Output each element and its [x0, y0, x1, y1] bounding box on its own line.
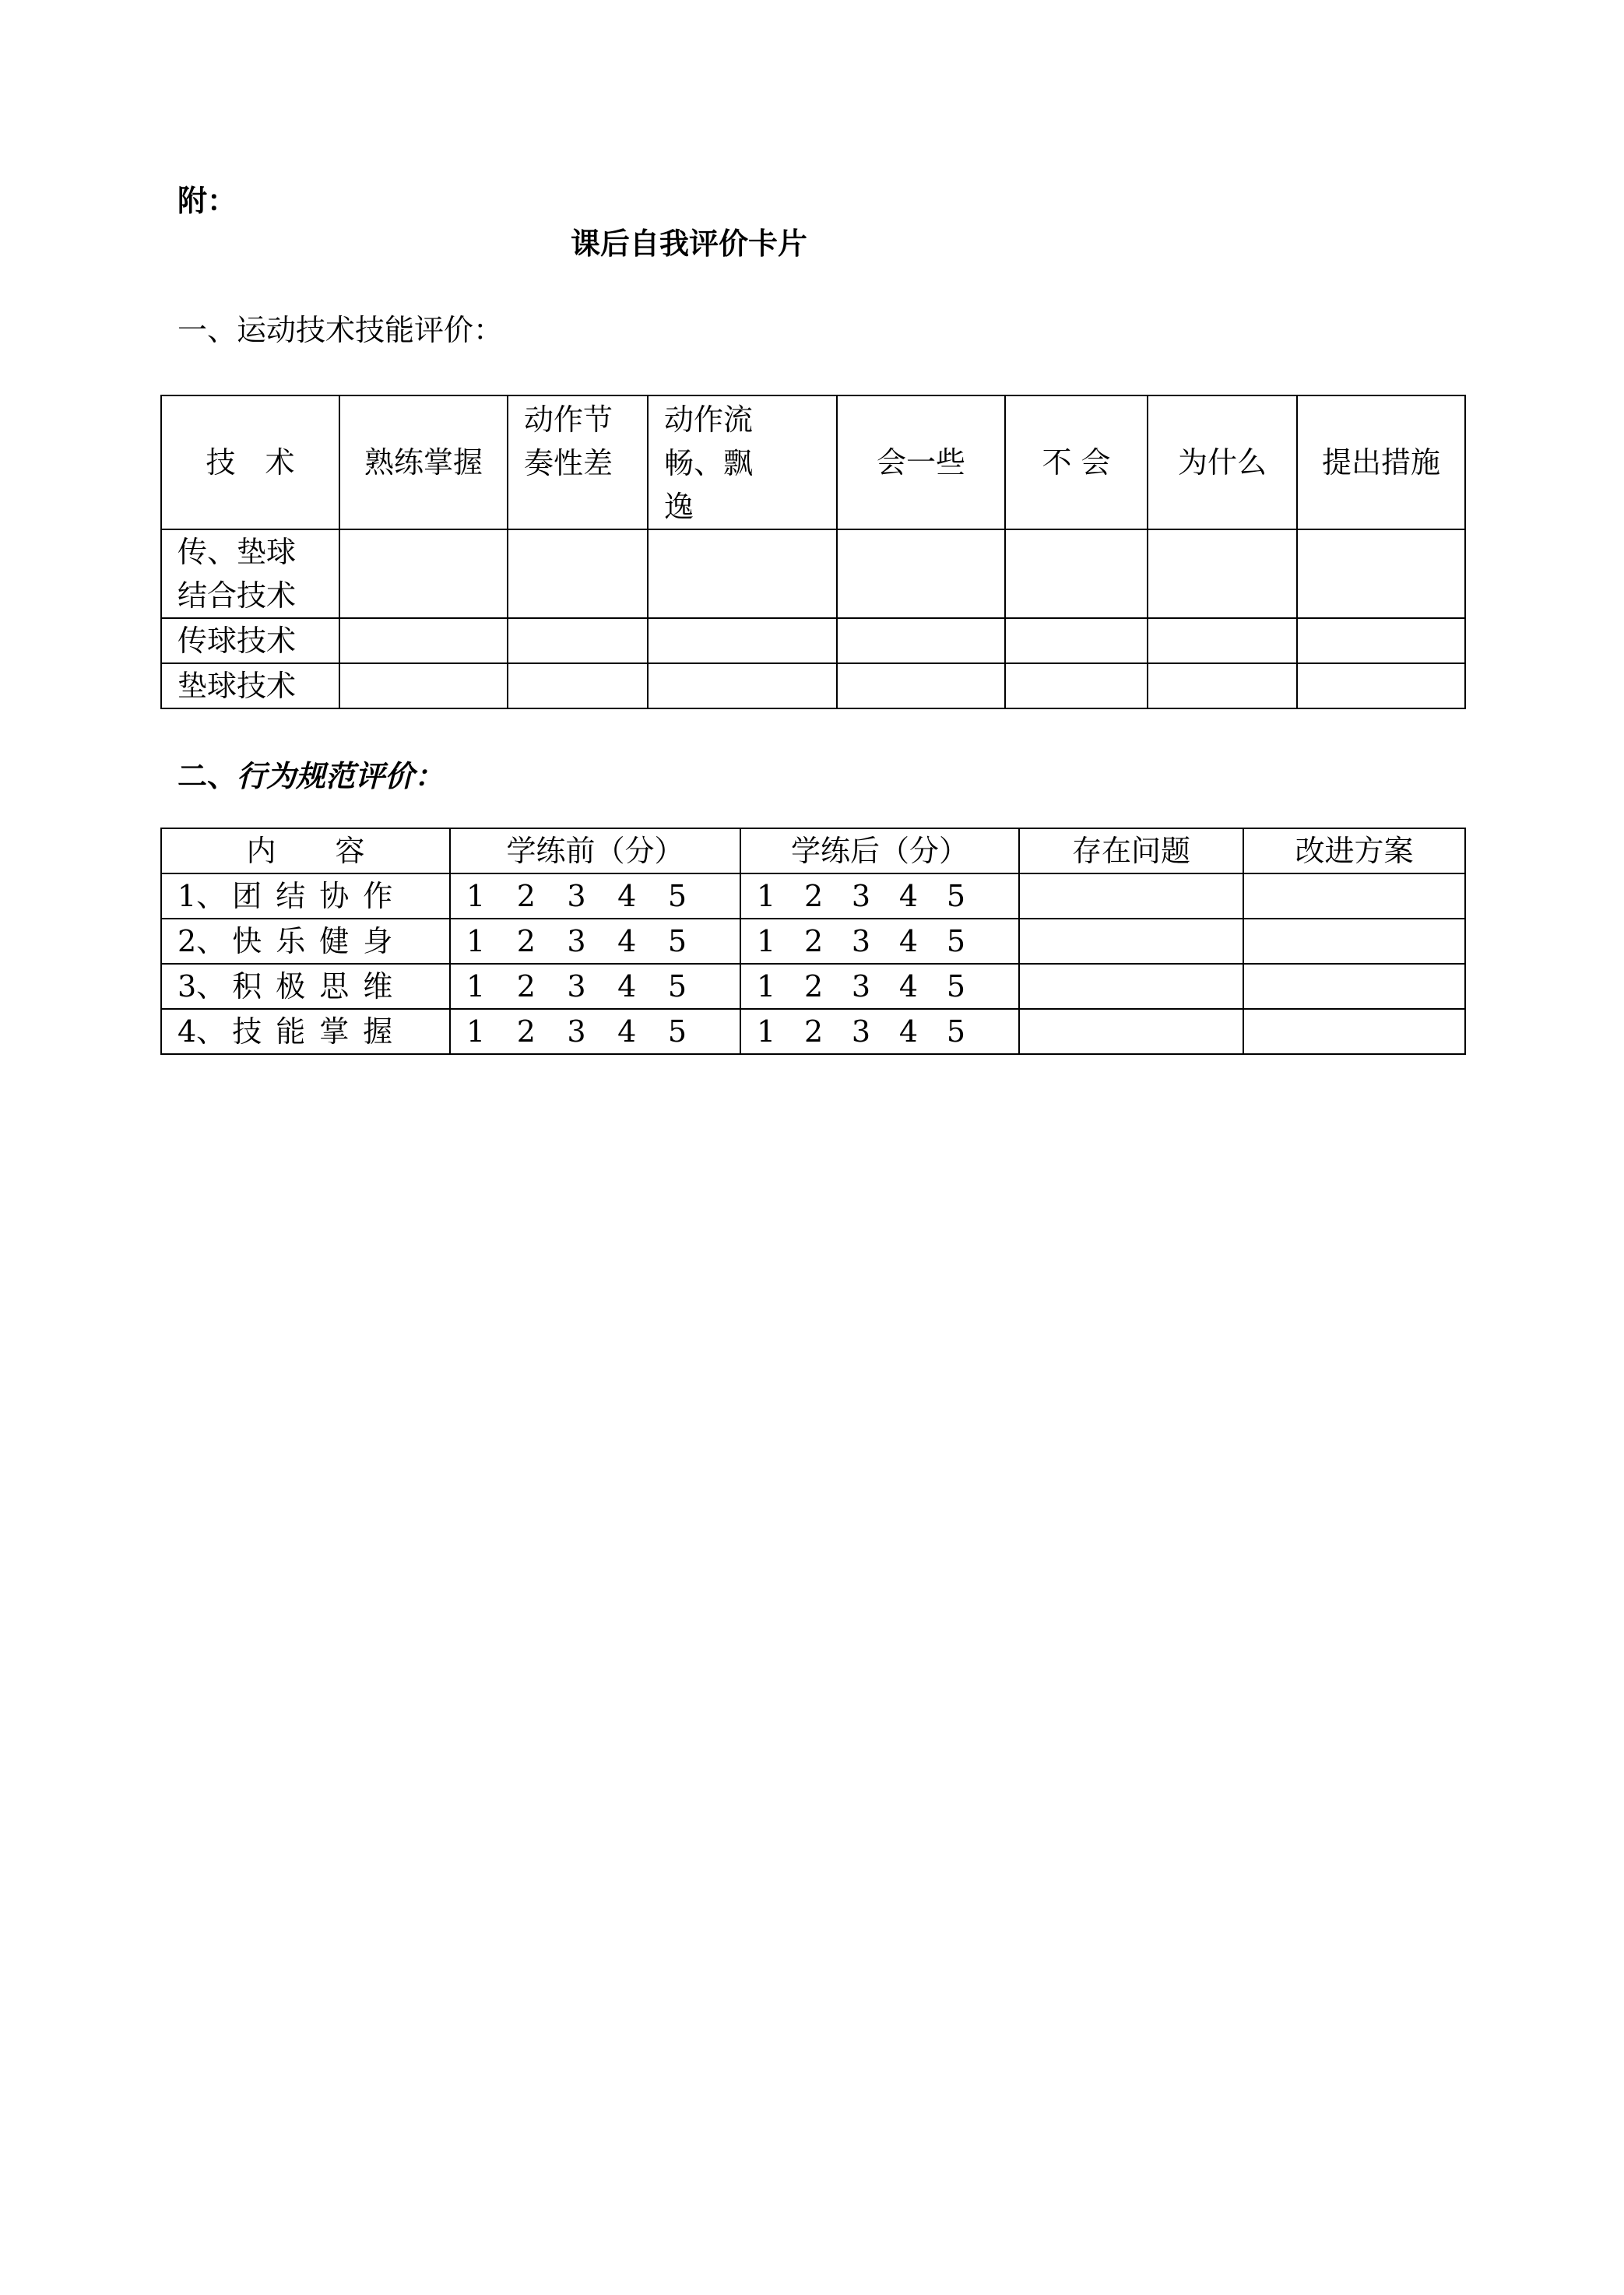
empty-cell[interactable]: [837, 618, 1005, 663]
score-before[interactable]: 1 2 3 4 5: [450, 873, 740, 919]
header-proficient: 熟练掌握: [339, 395, 508, 529]
score-before[interactable]: 1 2 3 4 5: [450, 1009, 740, 1054]
behavior-evaluation-table: [160, 828, 1466, 1055]
table-row: [161, 873, 1465, 919]
table2-header-row: [161, 828, 1465, 873]
header-problems: 存在问题: [1019, 828, 1243, 873]
row-item: 3、 积极思维: [161, 964, 450, 1009]
header-after: 学练后（分）: [740, 828, 1019, 873]
row-label: 传球技术: [161, 618, 339, 663]
empty-cell[interactable]: [1243, 964, 1465, 1009]
empty-cell[interactable]: [1297, 663, 1465, 708]
empty-cell[interactable]: [648, 529, 837, 618]
header-why: 为什么: [1148, 395, 1297, 529]
empty-cell[interactable]: [1297, 529, 1465, 618]
row-item: 4、 技能掌握: [161, 1009, 450, 1054]
empty-cell[interactable]: [1019, 873, 1243, 919]
empty-cell[interactable]: [1297, 618, 1465, 663]
header-some: 会一些: [837, 395, 1005, 529]
empty-cell[interactable]: [1019, 964, 1243, 1009]
header-rhythm-poor: 动作节 奏性差: [508, 395, 648, 529]
empty-cell[interactable]: [1019, 919, 1243, 964]
empty-cell[interactable]: [1243, 1009, 1465, 1054]
empty-cell[interactable]: [339, 618, 508, 663]
header-before: 学练前（分）: [450, 828, 740, 873]
empty-cell[interactable]: [339, 529, 508, 618]
empty-cell[interactable]: [648, 663, 837, 708]
empty-cell[interactable]: [1019, 1009, 1243, 1054]
header-technique: 技 术: [161, 395, 339, 529]
table-row: [161, 529, 1465, 618]
empty-cell[interactable]: [508, 618, 648, 663]
row-item: 2、 快乐健身: [161, 919, 450, 964]
table-row: [161, 618, 1465, 663]
header-content: 内 容: [161, 828, 450, 873]
header-measures: 提出措施: [1297, 395, 1465, 529]
table-row: [161, 919, 1465, 964]
section1-heading: 一、运动技术技能评价：: [178, 313, 504, 347]
table1-header-row: [161, 395, 1465, 529]
appendix-label: 附：: [178, 183, 237, 218]
score-before[interactable]: 1 2 3 4 5: [450, 919, 740, 964]
empty-cell[interactable]: [837, 529, 1005, 618]
header-improvement: 改进方案: [1243, 828, 1465, 873]
table-row: [161, 1009, 1465, 1054]
table-row: [161, 964, 1465, 1009]
header-fluent: 动作流 畅、飘 逸: [648, 395, 837, 529]
empty-cell[interactable]: [508, 663, 648, 708]
score-after[interactable]: 1 2 3 4 5: [740, 919, 1019, 964]
score-after[interactable]: 1 2 3 4 5: [740, 1009, 1019, 1054]
empty-cell[interactable]: [1005, 529, 1148, 618]
empty-cell[interactable]: [1148, 618, 1297, 663]
empty-cell[interactable]: [1148, 529, 1297, 618]
empty-cell[interactable]: [1005, 618, 1148, 663]
section2-heading: 二、行为规范评价：: [178, 758, 445, 793]
empty-cell[interactable]: [837, 663, 1005, 708]
score-before[interactable]: 1 2 3 4 5: [450, 964, 740, 1009]
card-title: 课后自我评价卡片: [571, 226, 808, 261]
empty-cell[interactable]: [508, 529, 648, 618]
empty-cell[interactable]: [1243, 919, 1465, 964]
row-label: 传、垫球 结合技术: [161, 529, 339, 618]
empty-cell[interactable]: [1148, 663, 1297, 708]
empty-cell[interactable]: [1005, 663, 1148, 708]
score-after[interactable]: 1 2 3 4 5: [740, 873, 1019, 919]
score-after[interactable]: 1 2 3 4 5: [740, 964, 1019, 1009]
empty-cell[interactable]: [1243, 873, 1465, 919]
row-label: 垫球技术: [161, 663, 339, 708]
empty-cell[interactable]: [648, 618, 837, 663]
header-cannot: 不 会: [1005, 395, 1148, 529]
row-item: 1、 团结协作: [161, 873, 450, 919]
empty-cell[interactable]: [339, 663, 508, 708]
skill-evaluation-table: [160, 395, 1466, 709]
table-row: [161, 663, 1465, 708]
